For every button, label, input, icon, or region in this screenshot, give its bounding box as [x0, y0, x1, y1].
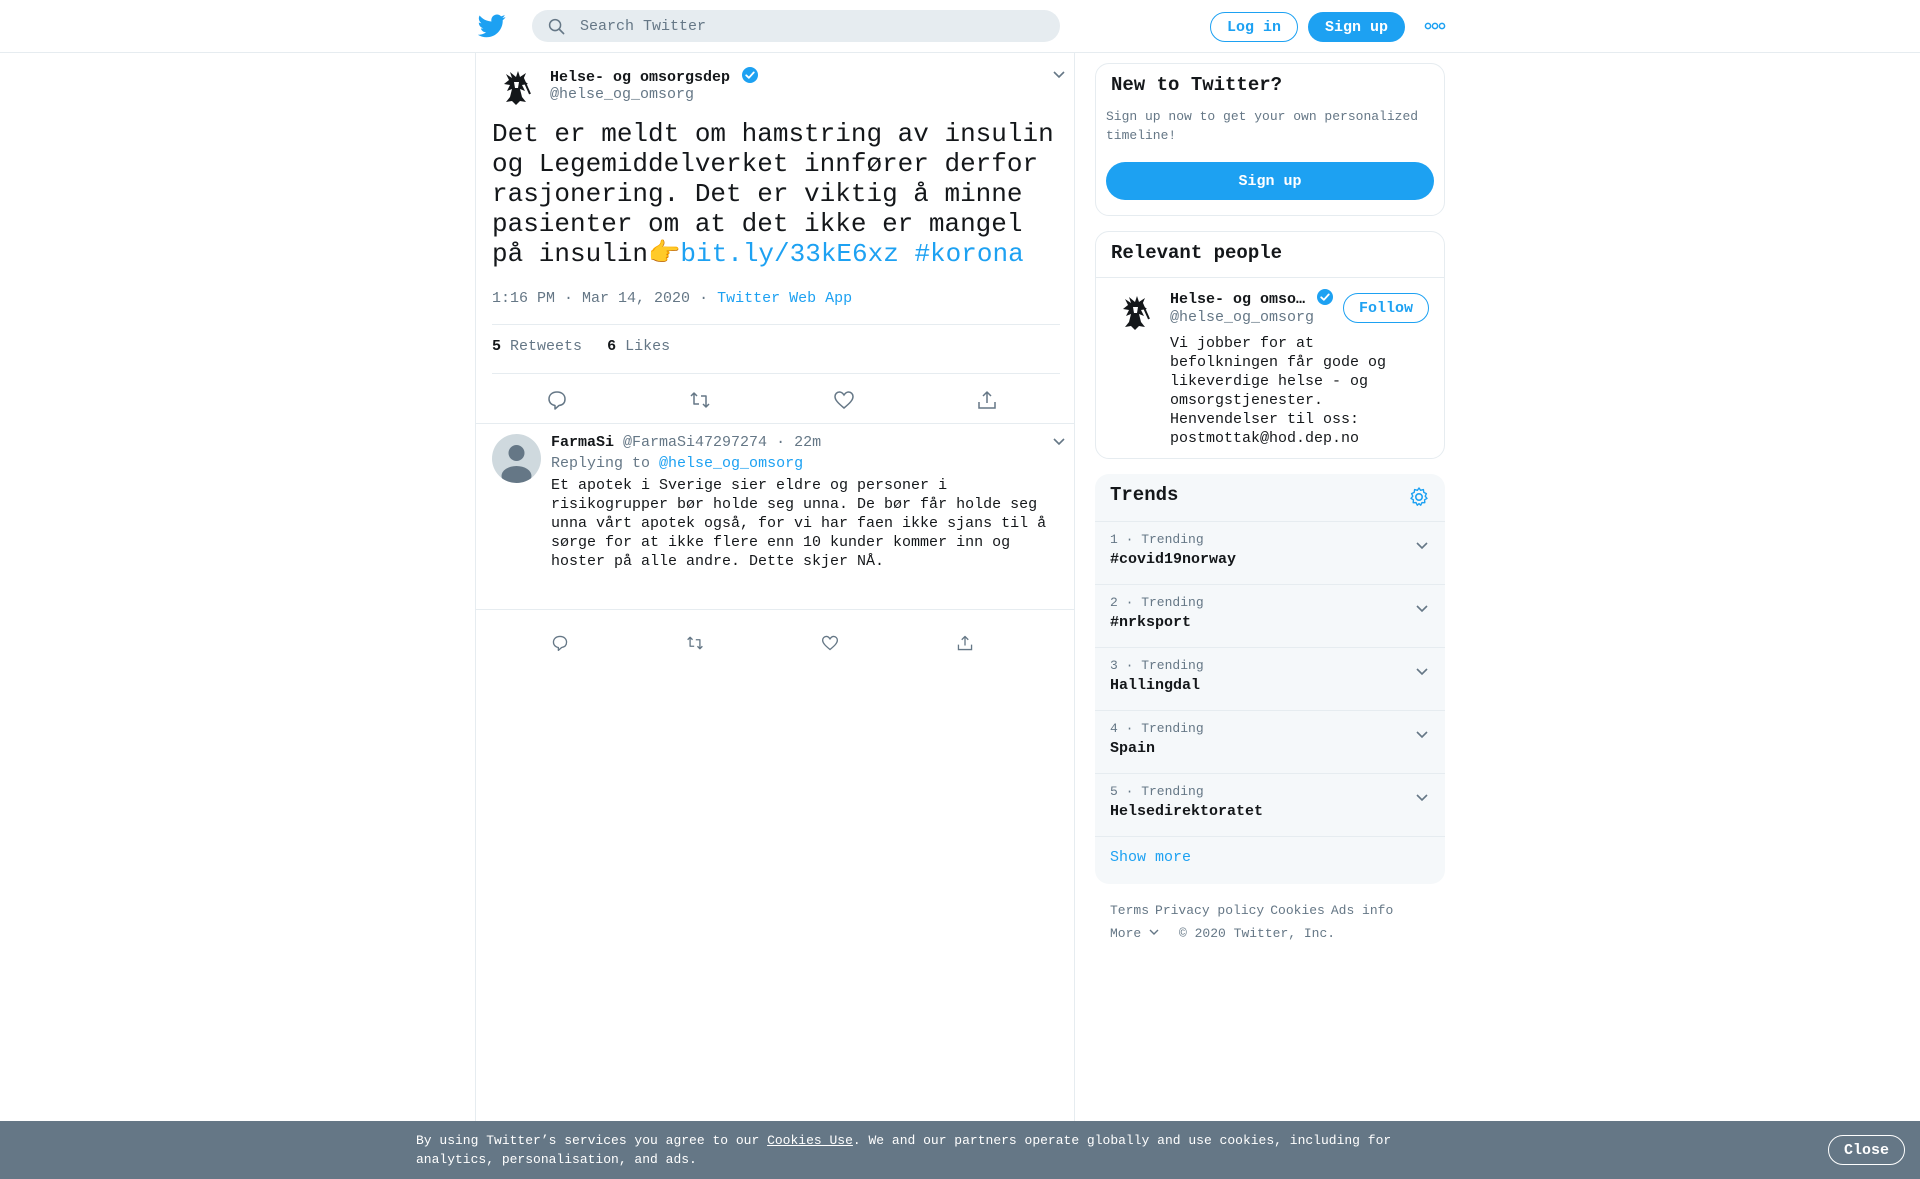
chevron-down-icon[interactable] [1415, 538, 1429, 552]
twitter-logo-icon[interactable] [478, 14, 506, 38]
search-input[interactable] [580, 10, 1040, 42]
footer-links-row2 [1110, 926, 1341, 941]
divider [1095, 836, 1445, 837]
trend-name: #covid19norway [1110, 551, 1237, 568]
reply-author-name[interactable]: FarmaSi [551, 434, 615, 451]
retweet-icon[interactable] [689, 389, 711, 411]
divider [476, 609, 1074, 610]
like-heart-icon[interactable] [821, 634, 839, 652]
replying-to-handle[interactable]: @helse_og_omsorg [659, 455, 804, 472]
chevron-down-icon[interactable] [1415, 664, 1429, 678]
trend-item[interactable] [1095, 647, 1445, 710]
search-box[interactable] [532, 10, 1060, 42]
tweet-timestamp[interactable]: 1:16 PM · Mar 14, 2020 [492, 290, 691, 307]
replying-prefix: Replying to [551, 455, 651, 472]
cookie-text-after: . We and our partners operate globally and use cookies, including for analytics, personalisation, and ads. [416, 1133, 1392, 1167]
retweets-label: Retweets [510, 338, 583, 355]
footer-more-menu[interactable] [1110, 926, 1159, 941]
person-handle[interactable]: @helse_og_omsorg [1170, 309, 1315, 326]
search-icon [548, 18, 565, 35]
divider [492, 324, 1060, 325]
chevron-down-icon[interactable] [1415, 790, 1429, 804]
tweet-hashtag[interactable]: #korona [914, 239, 1024, 269]
trend-item[interactable] [1095, 773, 1445, 836]
trends-title: Trends [1110, 484, 1179, 506]
reply-icon[interactable] [551, 634, 569, 652]
trend-meta: 4 · Trending [1110, 721, 1204, 736]
trend-item[interactable] [1095, 521, 1445, 584]
tweet-author-handle[interactable]: @helse_og_omsorg [550, 86, 695, 103]
more-options-icon[interactable] [1424, 18, 1446, 34]
cookie-text-before: By using Twitter’s services you agree to our [416, 1133, 768, 1148]
tweet-author-name[interactable] [550, 66, 759, 86]
footer-copyright: © 2020 Twitter, Inc. [1179, 926, 1336, 941]
new-to-twitter-title: New to Twitter? [1111, 74, 1283, 96]
footer-links [1110, 903, 1399, 918]
verified-badge-icon [741, 66, 759, 84]
reply-author-handle[interactable]: @FarmaSi47297274 [623, 434, 768, 451]
trend-meta: 3 · Trending [1110, 658, 1204, 673]
chevron-down-icon[interactable] [1052, 434, 1066, 448]
tweet-source[interactable]: Twitter Web App [717, 290, 853, 307]
sidebar-signup-button[interactable]: Sign up [1106, 162, 1434, 200]
follow-button[interactable]: Follow [1343, 293, 1429, 323]
relevant-people-card [1095, 231, 1445, 459]
cookie-consent-bar [0, 1121, 1920, 1179]
tweet-text [492, 119, 1070, 269]
new-to-twitter-card [1095, 63, 1445, 216]
retweet-icon[interactable] [686, 634, 704, 652]
trend-item[interactable] [1095, 710, 1445, 773]
coat-of-arms-avatar-icon[interactable] [492, 64, 540, 112]
trend-meta: 5 · Trending [1110, 784, 1204, 799]
trend-name: Spain [1110, 740, 1156, 757]
pointing-hand-emoji: 👉 [648, 239, 681, 269]
trend-name: #nrksport [1110, 614, 1192, 631]
person-bio: Vi jobber for at befolkningen får gode og likeverdige helse - og omsorgstjenester. Henvendelser til oss: postmottak@hod.dep.no [1170, 335, 1387, 447]
chevron-down-icon [1149, 927, 1159, 937]
retweets-count: 5 [492, 338, 502, 355]
chevron-down-icon[interactable] [1415, 601, 1429, 615]
person-name[interactable] [1170, 288, 1334, 308]
likes-stat[interactable] [607, 338, 670, 355]
footer-privacy-link[interactable]: Privacy policy [1155, 903, 1265, 918]
divider [1096, 277, 1445, 278]
reply-age[interactable]: 22m [794, 434, 822, 451]
coat-of-arms-avatar-icon[interactable] [1111, 289, 1159, 337]
tweet-link[interactable]: bit.ly/33kE6xz [680, 239, 899, 269]
share-icon[interactable] [976, 389, 998, 411]
share-icon[interactable] [956, 634, 974, 652]
like-heart-icon[interactable] [833, 389, 855, 411]
retweets-stat[interactable] [492, 338, 582, 355]
trend-name: Helsedirektoratet [1110, 803, 1264, 820]
default-user-icon [492, 434, 541, 483]
reply-header: FarmaSi @FarmaSi47297274 · 22m [551, 434, 822, 451]
footer-terms-link[interactable]: Terms [1110, 903, 1150, 918]
cookies-use-link[interactable]: Cookies Use [767, 1133, 853, 1148]
footer-more-label: More [1110, 926, 1142, 941]
tweet-author-name-text: Helse- og omsorgsdep [550, 69, 731, 86]
settings-gear-icon[interactable] [1408, 486, 1430, 508]
tweet-stats [492, 338, 670, 355]
replying-to [551, 455, 803, 472]
main-column [475, 53, 1075, 1179]
person-name-text: Helse- og omso… [1170, 291, 1306, 308]
trends-card [1095, 474, 1445, 884]
chevron-down-icon[interactable] [1052, 67, 1066, 81]
cookie-text [416, 1131, 1416, 1169]
reply-icon[interactable] [546, 389, 568, 411]
verified-badge-icon [1316, 288, 1334, 306]
trend-meta: 1 · Trending [1110, 532, 1204, 547]
chevron-down-icon[interactable] [1415, 727, 1429, 741]
trend-item[interactable] [1095, 584, 1445, 647]
tweet-meta: 1:16 PM · Mar 14, 2020 · Twitter Web App [492, 290, 853, 307]
default-avatar[interactable] [492, 434, 541, 483]
login-button[interactable]: Log in [1210, 12, 1298, 42]
top-bar [0, 0, 1920, 53]
show-more-link[interactable]: Show more [1110, 849, 1192, 866]
divider [476, 423, 1074, 424]
reply-text: Et apotek i Sverige sier eldre og personer i risikogrupper bør holde seg unna. De bør får holde seg unna vårt apotek også, for vi har faen ikke sjans til å sørge for at ikke flere enn 10 kunder kommer inn og hoster på alle andre. Dette skjer NÅ. [551, 477, 1056, 570]
relevant-people-title: Relevant people [1111, 242, 1283, 264]
tweet-body: Det er meldt om hamstring av insulin og Legemiddelverket innfører derfor rasjonering. Det er viktig å minne pasienter om at det ikke er mangel på insulin [492, 119, 1070, 269]
divider [492, 373, 1060, 374]
new-to-twitter-text: Sign up now to get your own personalized timeline! [1106, 109, 1419, 143]
cookie-close-button[interactable]: Close [1828, 1135, 1905, 1165]
trend-name: Hallingdal [1110, 677, 1201, 694]
trend-meta: 2 · Trending [1110, 595, 1204, 610]
likes-count: 6 [607, 338, 617, 355]
footer-cookies-link[interactable]: Cookies [1270, 903, 1325, 918]
footer-ads-link[interactable]: Ads info [1330, 903, 1394, 918]
signup-button[interactable]: Sign up [1308, 12, 1405, 42]
likes-label: Likes [625, 338, 671, 355]
